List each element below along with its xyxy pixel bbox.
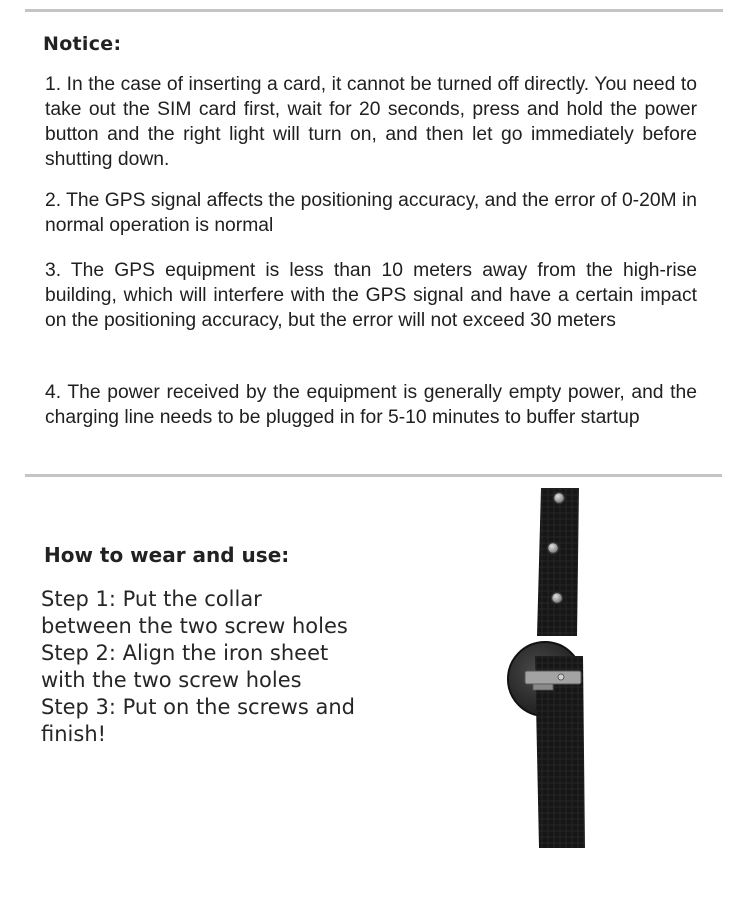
strap-hole-icon bbox=[548, 543, 559, 554]
step-line: Step 3: Put on the screws and bbox=[41, 695, 355, 719]
step-line: finish! bbox=[41, 722, 107, 746]
notice-item-4: 4. The power received by the equipment is generally empty power, and the charging line needs to be plugged in for 5-10 minutes to buffer startup bbox=[45, 382, 697, 428]
screw-icon bbox=[558, 674, 564, 680]
collar-strap-upper bbox=[537, 488, 579, 636]
step-line: Step 1: Put the collar bbox=[41, 587, 262, 611]
top-divider bbox=[25, 9, 723, 12]
notice-item-3: 3. The GPS equipment is less than 10 meters away from the high-rise building, which will interfere with the GPS signal and have a certain impact on the positioning accuracy, but the error will not exceed 30 meters bbox=[45, 260, 697, 331]
notice-heading: Notice: bbox=[43, 33, 122, 55]
strap-hole-icon bbox=[554, 493, 565, 504]
notice-item-2: 2. The GPS signal affects the positioning accuracy, and the error of 0-20M in normal operation is normal bbox=[45, 190, 697, 236]
iron-sheet bbox=[525, 671, 581, 684]
strap-hole-icon bbox=[552, 593, 563, 604]
section-divider bbox=[25, 474, 722, 477]
step-line: with the two screw holes bbox=[41, 668, 302, 692]
gps-collar-image bbox=[503, 486, 603, 850]
notice-item-1: 1. In the case of inserting a card, it cannot be turned off directly. You need to take out the SIM card first, wait for 20 seconds, press and hold the power button and the right light will turn on, and then let go immediately before shutting down. bbox=[45, 74, 697, 170]
how-to-wear-heading: How to wear and use: bbox=[44, 543, 290, 567]
step-line: between the two screw holes bbox=[41, 614, 348, 638]
step-line: Step 2: Align the iron sheet bbox=[41, 641, 329, 665]
